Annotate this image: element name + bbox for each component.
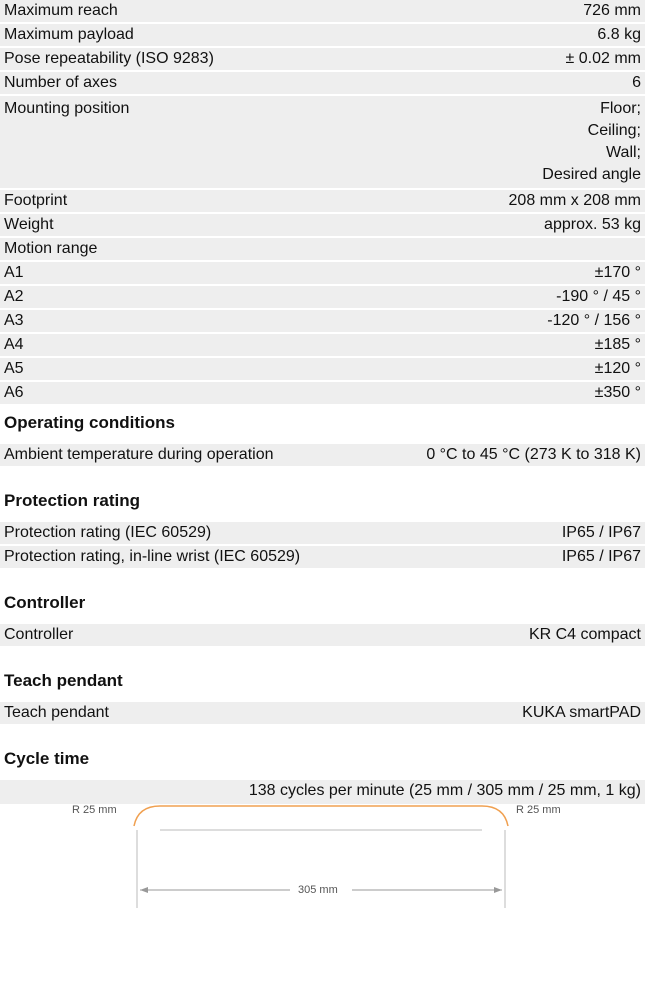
spec-row-a1 (0, 262, 645, 284)
spec-row-a4 (0, 334, 645, 356)
spec-value: 208 mm x 208 mm (508, 192, 641, 209)
cycle-path-diagram (0, 804, 645, 914)
section-heading-controller: Controller (4, 593, 86, 612)
spec-value: 6 (632, 74, 641, 91)
spec-label: Footprint (4, 192, 68, 209)
section-heading-teach-pendant: Teach pendant (4, 671, 123, 690)
spec-row-controller (0, 624, 645, 646)
spec-value: 726 mm (583, 2, 641, 19)
spec-row-a5 (0, 358, 645, 380)
spec-label: Number of axes (4, 74, 117, 91)
spec-value: KUKA smartPAD (522, 704, 641, 721)
spec-label: Mounting position (4, 100, 130, 117)
spec-label: Controller (4, 626, 74, 643)
spec-row-teach-pendant (0, 702, 645, 724)
spec-row-a6 (0, 382, 645, 404)
cycle-path-drawing (0, 804, 645, 914)
spec-row-mounting-position (0, 96, 645, 188)
specs-table (0, 0, 645, 404)
spec-row-ambient-temperature (0, 444, 645, 466)
spec-row-max-reach (0, 0, 645, 22)
spec-row-number-of-axes (0, 72, 645, 94)
spec-label: A2 (4, 288, 24, 305)
spec-label: Maximum reach (4, 2, 118, 19)
cycle-path-line (134, 806, 508, 826)
spec-value: ±350 ° (594, 384, 641, 401)
spec-value: KR C4 compact (528, 626, 641, 643)
section-heading-operating: Operating conditions (4, 413, 175, 432)
spec-row-max-payload (0, 24, 645, 46)
spec-value: ±170 ° (594, 264, 641, 281)
spec-row-protection-rating-wrist (0, 546, 645, 568)
spec-value: ±120 ° (594, 360, 641, 377)
spec-label: A1 (4, 264, 24, 281)
spec-value: -190 ° / 45 ° (556, 288, 641, 305)
spec-label: Protection rating, in-line wrist (IEC 60529) (4, 548, 301, 565)
cycle-time-value: 138 cycles per minute (25 mm / 305 mm / 25 mm, 1 kg) (0, 780, 645, 804)
spec-row-a3 (0, 310, 645, 332)
radius-label-left: R 25 mm (72, 804, 117, 816)
spec-label: A5 (4, 360, 24, 377)
spec-label: Motion range (4, 240, 98, 257)
spec-value: -120 ° / 156 ° (547, 312, 641, 329)
spec-label: A6 (4, 384, 24, 401)
spec-row-weight (0, 214, 645, 236)
spec-value: 0 °C to 45 °C (273 K to 318 K) (426, 446, 641, 463)
spec-value: approx. 53 kg (544, 216, 641, 233)
spec-label: Maximum payload (4, 26, 134, 43)
spec-label: A3 (4, 312, 24, 329)
spec-row-pose-repeatability (0, 48, 645, 70)
dimension-arrow-right (494, 887, 502, 893)
spec-value: IP65 / IP67 (561, 548, 641, 565)
spec-value: 6.8 kg (597, 26, 641, 43)
spec-row-a2 (0, 286, 645, 308)
spec-row-motion-range (0, 238, 645, 260)
spec-value: ± 0.02 mm (565, 50, 641, 67)
spec-value: Floor; Ceiling; Wall; Desired angle (542, 100, 641, 183)
length-label: 305 mm (298, 884, 338, 896)
section-heading-cycle-time: Cycle time (4, 749, 90, 768)
section-heading-protection: Protection rating (4, 491, 141, 510)
spec-row-protection-rating (0, 522, 645, 544)
spec-label: Ambient temperature during operation (4, 446, 274, 463)
spec-label: Protection rating (IEC 60529) (4, 524, 212, 541)
spec-value: IP65 / IP67 (561, 524, 641, 541)
spec-label: Teach pendant (4, 704, 109, 721)
spec-value: ±185 ° (594, 336, 641, 353)
spec-row-footprint (0, 190, 645, 212)
spec-label: Weight (4, 216, 54, 233)
spec-label: Pose repeatability (ISO 9283) (4, 50, 214, 67)
dimension-arrow-left (140, 887, 148, 893)
spec-label: A4 (4, 336, 24, 353)
radius-label-right: R 25 mm (516, 804, 561, 816)
